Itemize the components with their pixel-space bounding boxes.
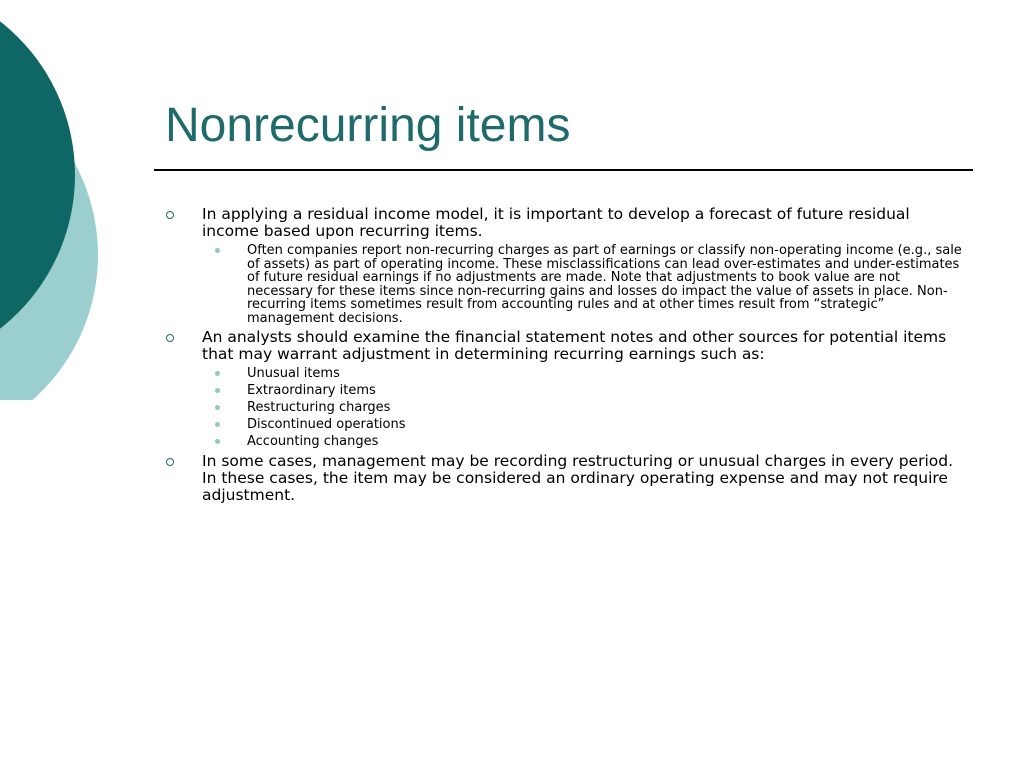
dot-bullet-icon: [215, 371, 220, 376]
sub-bullet-text: Unusual items: [247, 366, 340, 381]
sub-bullet-misclassification: [160, 244, 966, 325]
bullet-recurring-charges-each-period: [160, 453, 966, 504]
sub-bullet-text: Restructuring charges: [247, 400, 391, 416]
dot-bullet-icon: [215, 388, 220, 393]
sub-bullet-restructuring-charges: [160, 401, 966, 415]
sub-bullets-recurring-items: [160, 244, 966, 325]
bullet-recurring-items: [160, 206, 966, 240]
bullet-text: In applying a residual income model, it is important to develop a forecast of future residual income based upon recurring items.: [202, 205, 910, 240]
dot-bullet-icon: [215, 248, 220, 253]
dot-bullet-icon: [215, 422, 220, 427]
slide-body: [160, 206, 966, 508]
hollow-circle-bullet-icon: [166, 334, 174, 342]
bullet-text: In some cases, management may be recording restructuring or unusual charges in every period. In these cases, the item may be considered an ordinary operating expense and may not require adjustment.: [202, 451, 954, 504]
sub-bullets-adjustment-items: [160, 367, 966, 449]
hollow-circle-bullet-icon: [166, 458, 174, 466]
sub-bullet-text: Extraordinary items: [247, 383, 376, 399]
sub-bullet-discontinued-operations: [160, 418, 966, 432]
sub-bullet-accounting-changes: [160, 435, 966, 449]
sub-bullet-unusual-items: [160, 367, 966, 381]
bullet-text: An analysts should examine the financial statement notes and other sources for potential items that may warrant adjustment in determining recurring earnings such as:: [202, 328, 947, 363]
dot-bullet-icon: [215, 405, 220, 410]
sub-bullet-extraordinary-items: [160, 384, 966, 398]
sub-bullet-text: Often companies report non-recurring charges as part of earnings or classify non-operating income (e.g., sale of assets) as part of operating income. These misclassifications can lead over-estimates and under-estimates of future residual earnings if no adjustments are made. Note that adjustments to book value are not necessary for these items since non-recurring gains and losses do impact the value of assets in place. Non-recurring items sometimes result from accounting rules and at other times result from “strategic” management decisions.: [247, 243, 962, 326]
slide-title: Nonrecurring items: [165, 99, 571, 152]
dot-bullet-icon: [215, 439, 220, 444]
sub-bullet-text: Discontinued operations: [247, 417, 406, 433]
hollow-circle-bullet-icon: [166, 211, 174, 219]
bullet-analyst-examination: [160, 329, 966, 363]
title-divider: [154, 169, 973, 171]
decorative-circles: [0, 0, 110, 400]
sub-bullet-text: Accounting changes: [247, 434, 379, 450]
